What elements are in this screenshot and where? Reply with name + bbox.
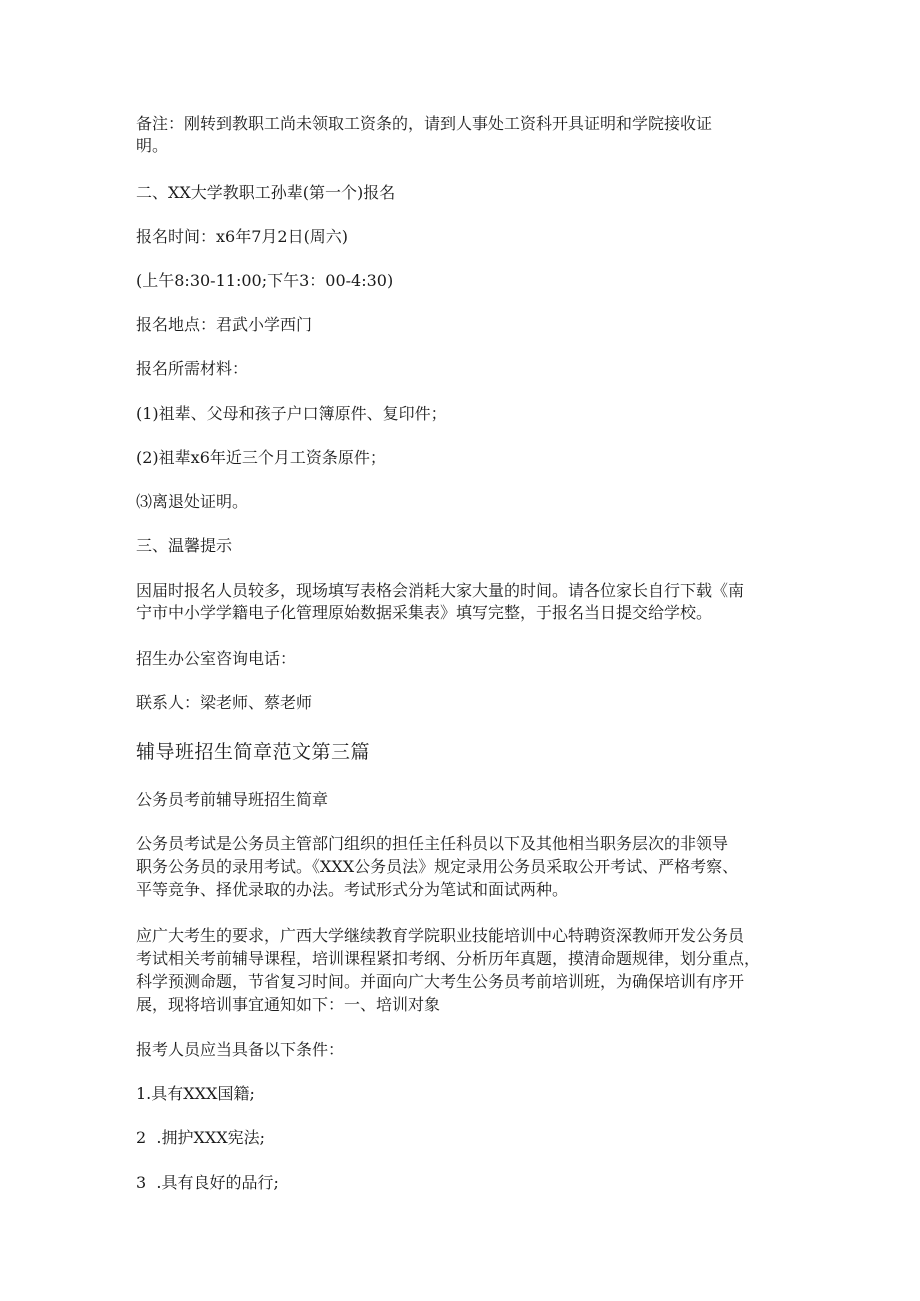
condition-item-3: 3 .具有良好的品行; <box>136 1173 279 1192</box>
material-item-1: (1)祖辈、父母和孩子户口簿原件、复印件； <box>136 404 447 423</box>
tips-paragraph: 因届时报名人员较多，现场填写表格会消耗大家大量的时间。请各位家长自行下载《南 宁市中小学学籍电子化管理原始数据采集表》填写完整，于报名当日提交给学校。 <box>136 581 745 622</box>
material-item-2: (2)祖辈x6年近三个月工资条原件； <box>136 448 386 467</box>
course-paragraph: 应广大考生的要求，广西大学继续教育学院职业技能培训中心特聘资深教师开发公务员 考试相关考前辅导课程，培训课程紧扣考纲、分析历年真题，摸清命题规律，划分重点， 科学预测命题，节省复习时间。并面向广大考生公务员考前培训班，为确保培训有序开 展，现将培训事宜通知如下：一、培训对象 <box>136 926 761 1014</box>
contact-line: 联系人：梁老师、蔡老师 <box>136 693 313 712</box>
condition-item-2: 2 .拥护XXX宪法; <box>136 1128 266 1147</box>
material-item-3: ⑶离退处证明。 <box>136 492 249 511</box>
registration-location: 报名地点：君武小学西门 <box>136 315 313 334</box>
phone-line: 招生办公室咨询电话： <box>136 649 297 668</box>
conditions-heading: 报考人员应当具备以下条件： <box>136 1040 345 1059</box>
article-heading: 辅导班招生简章范文第三篇 <box>136 741 371 763</box>
registration-hours: (上午8:30-11:00;下午3：00-4:30) <box>136 271 394 290</box>
article-subtitle: 公务员考前辅导班招生简章 <box>136 790 329 809</box>
section-heading-2: 二、XX大学教职工孙辈(第一个)报名 <box>136 183 396 202</box>
note-paragraph: 备注：刚转到教职工尚未领取工资条的，请到人事处工资科开具证明和学院接收证 明。 <box>136 114 713 155</box>
materials-heading: 报名所需材料： <box>136 359 249 378</box>
intro-paragraph: 公务员考试是公务员主管部门组织的担任主任科员以下及其他相当职务层次的非领导 职务公务员的录用考试。《XXX公务员法》规定录用公务员采取公开考试、严格考察、 平等竞争、择优录取的办法。考试形式分为笔试和面试两种。 <box>136 834 739 899</box>
condition-item-1: 1.具有XXX国籍; <box>136 1084 255 1103</box>
section-heading-3: 三、温馨提示 <box>136 536 233 555</box>
registration-time: 报名时间：x6年7月2日(周六) <box>136 227 349 246</box>
